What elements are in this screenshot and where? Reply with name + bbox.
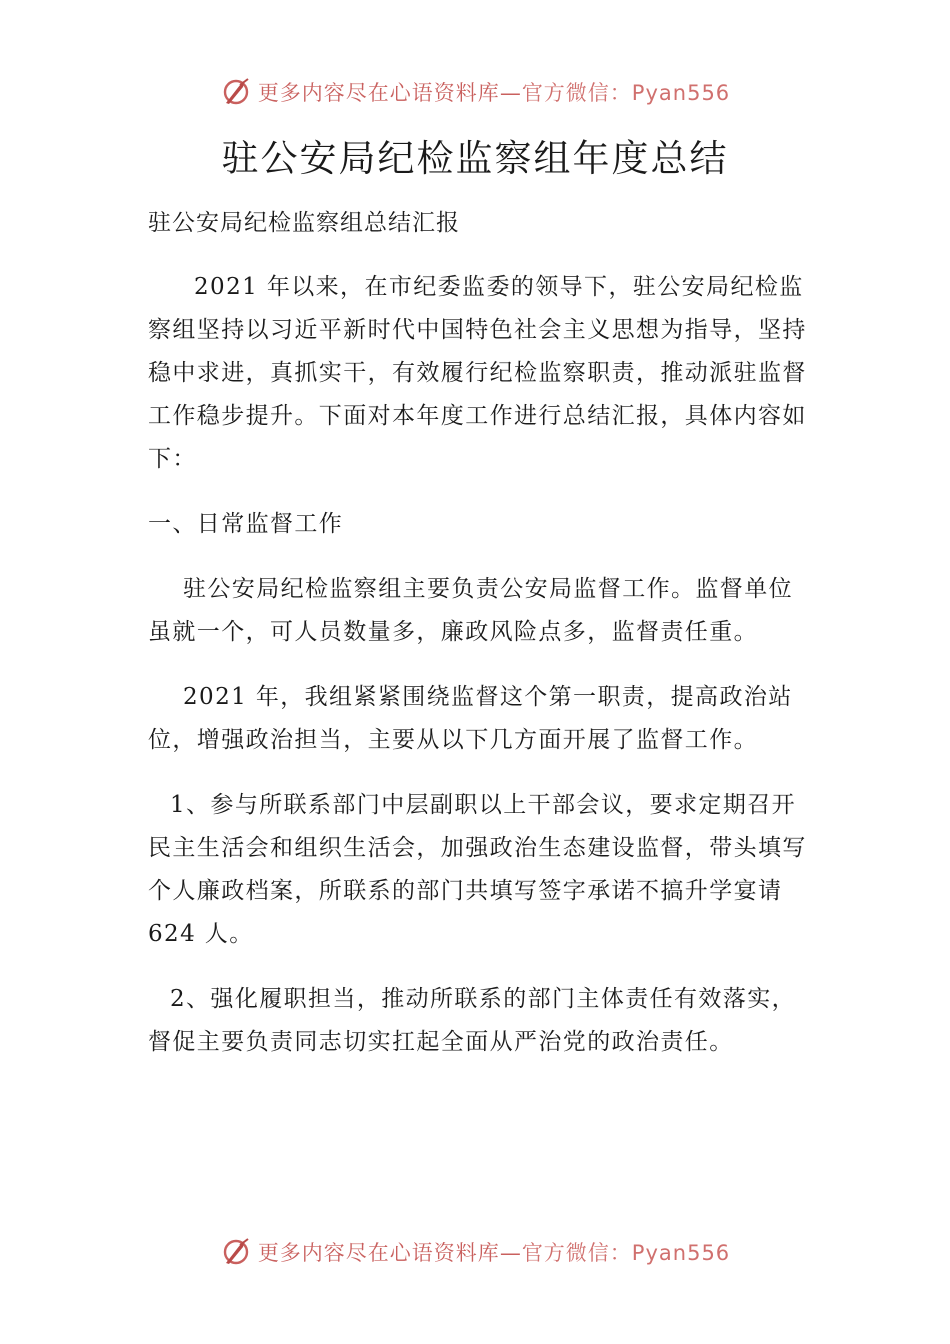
watermark-footer bbox=[0, 1232, 950, 1272]
watermark-text bbox=[258, 77, 730, 107]
watermark-text bbox=[258, 1237, 730, 1267]
watermark-main-text: 更多内容尽在心语资料库 bbox=[257, 1241, 500, 1265]
list-item-paragraph: 2、强化履职担当，推动所联系的部门主体责任有效落实，督促主要负责同志切实扛起全面从严治党的政治责任。 bbox=[148, 986, 797, 1055]
list-item-paragraph: 1、参与所联系部门中层副职以上干部会议，要求定期召开民主生活会和组织生活会，加强政治生态建设监督，带头填写个人廉政档案，所联系的部门共填写签字承诺不搞升学宴请 624 人。 bbox=[148, 792, 807, 947]
body-paragraph: 驻公安局纪检监察组主要负责公安局监督工作。监督单位虽就一个，可人员数量多，廉政风险点多，监督责任重。 bbox=[148, 576, 793, 645]
watermark-contact-text: 官方微信：Pyan556 bbox=[521, 1241, 731, 1265]
watermark-separator: — bbox=[499, 81, 522, 105]
document-title: 驻公安局纪检监察组年度总结 bbox=[221, 137, 729, 180]
watermark-separator: — bbox=[499, 1241, 522, 1265]
watermark-header bbox=[0, 72, 950, 112]
watermark-contact-text: 官方微信：Pyan556 bbox=[521, 81, 731, 105]
document-body bbox=[148, 266, 808, 1086]
document-subtitle: 驻公安局纪检监察组总结汇报 bbox=[148, 210, 460, 236]
watermark-main-text: 更多内容尽在心语资料库 bbox=[257, 81, 500, 105]
section-heading: 一、日常监督工作 bbox=[148, 511, 344, 537]
quill-pen-icon bbox=[220, 1236, 252, 1268]
quill-pen-icon bbox=[220, 76, 252, 108]
intro-paragraph: 2021 年以来，在市纪委监委的领导下，驻公安局纪检监察组坚持以习近平新时代中国特色社会主义思想为指导，坚持稳中求进，真抓实干，有效履行纪检监察职责，推动派驻监督工作稳步提升。下面对本年度工作进行总结汇报，具体内容如下： bbox=[148, 274, 807, 472]
body-paragraph: 2021 年，我组紧紧围绕监督这个第一职责，提高政治站位，增强政治担当，主要从以下几方面开展了监督工作。 bbox=[148, 684, 793, 753]
